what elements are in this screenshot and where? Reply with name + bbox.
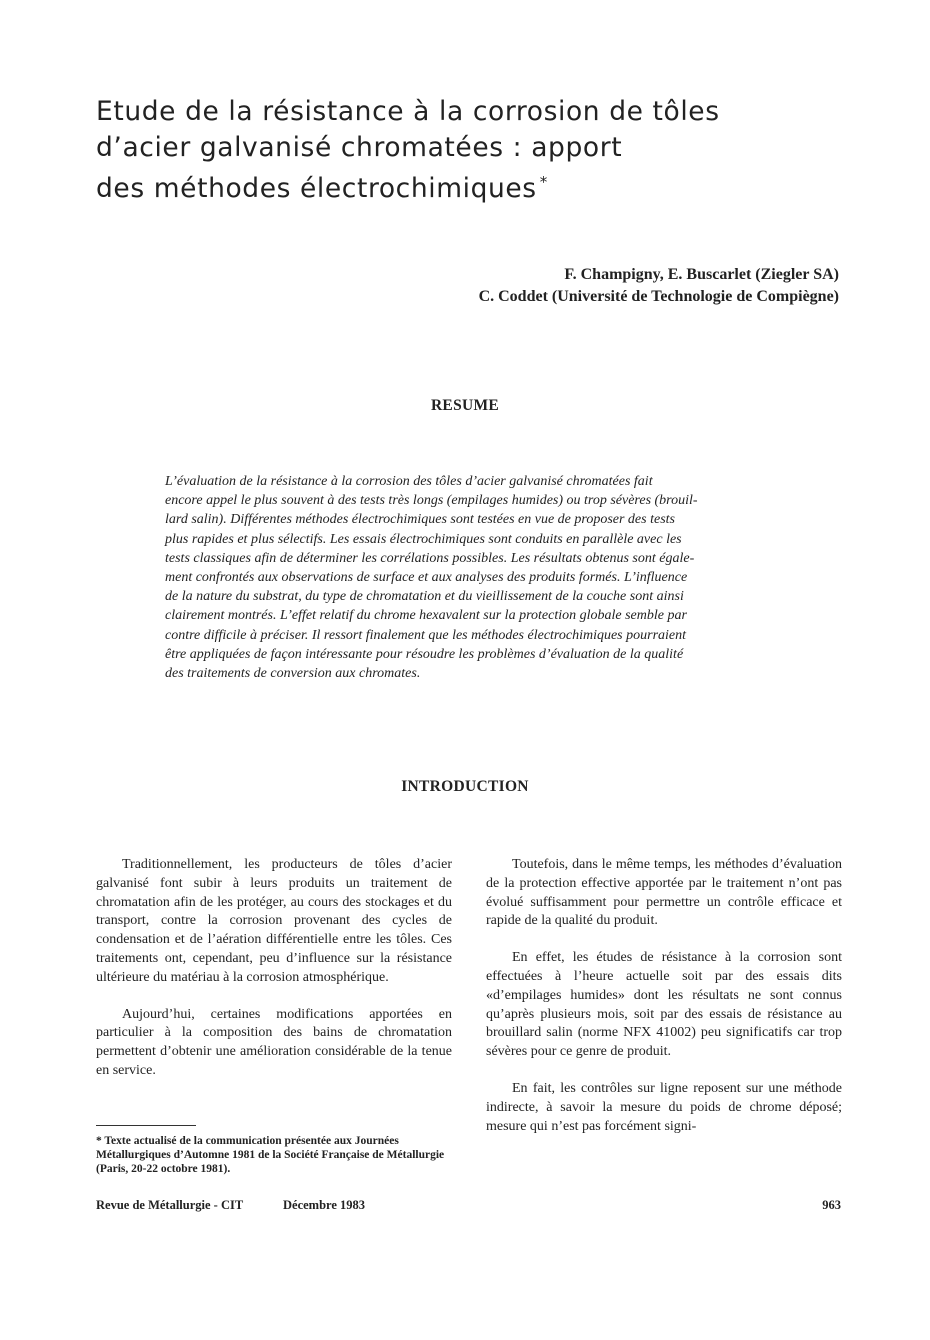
- footer-journal: Revue de Métallurgie - CIT: [96, 1198, 244, 1212]
- page-number: 963: [822, 1198, 841, 1212]
- abstract-line: des traitements de conversion aux chromates.: [165, 666, 421, 682]
- title-line-3-text: des méthodes électrochimiques: [96, 173, 537, 204]
- intro-paragraph: En effet, les études de résistance à la corrosion sont effectuées à l’heure actuelle soit par des essais dits «d’empilages humides» dont les résultats ne sont connus qu’après plusieurs mois, soit par des essais de résistance au brouillard salin (norme NFX 41002) peu significatifs car trop sévères pour ce genre de produit.: [486, 950, 842, 1060]
- authors-line-1: F. Champigny, E. Buscarlet (Ziegler SA): [564, 266, 839, 283]
- introduction-heading: INTRODUCTION: [401, 778, 529, 795]
- intro-paragraph: Traditionnellement, les producteurs de tôles d’acier galvanisé font subir à leurs produits un traitement de chromatation afin de les protéger, au cours des stockages et du transport, contre la corrosion provenant des cycles de condensation et de l’aération différentielle entre les tôles. Ces traitements ont, cependant, peu d’influence sur la résistance ultérieure du matériau à la corrosion atmosphérique.: [96, 857, 452, 985]
- footnote: * Texte actualisé de la communication présentée aux Journées Métallurgiques d’Automne 1981 de la Société Française de Métallurgie (Paris, 20-22 octobre 1981).: [96, 1135, 445, 1175]
- abstract-line: contre difficile à préciser. Il ressort finalement que les méthodes électrochimiques pourraient: [165, 627, 687, 643]
- abstract-line: encore appel le plus souvent à des tests très longs (empilages humides) ou trop sévères (brouil-: [165, 493, 698, 509]
- abstract-line: clairement montrés. L’effet relatif du chrome hexavalent sur la protection globale semble par: [165, 608, 687, 624]
- intro-paragraph: En fait, les contrôles sur ligne reposent sur une méthode indirecte, à savoir la mesure du poids de chrome déposé; mesure qui n’est pas forcément signi-: [486, 1080, 842, 1134]
- title-line-3: [96, 165, 856, 207]
- footnote-rule: [96, 1125, 196, 1126]
- abstract-line: L’évaluation de la résistance à la corrosion des tôles d’acier galvanisé chromatées fait: [165, 474, 653, 489]
- intro-right-column: [486, 856, 842, 1154]
- intro-left-column: [96, 856, 452, 1099]
- abstract-line: être appliquées de façon intéressante pour résoudre les problèmes d’évaluation de la qualité: [165, 646, 684, 662]
- resume-heading: RESUME: [430, 397, 500, 414]
- abstract-line: ment confrontés aux observations de surface et aux analyses des produits formés. L’influence: [165, 570, 688, 586]
- abstract-line: plus rapides et plus sélectifs. Les essais électrochimiques sont conduits en parallèle avec les: [165, 531, 682, 547]
- footer-date: Décembre 1983: [283, 1198, 366, 1212]
- resume-abstract: [165, 472, 780, 683]
- title-line-2: d’acier galvanisé chromatées : apport: [96, 131, 623, 163]
- authors-block: [479, 264, 839, 308]
- abstract-line: lard salin). Différentes méthodes électrochimiques sont testées en vue de proposer des tests: [165, 512, 675, 528]
- intro-paragraph: Toutefois, dans le même temps, les méthodes d’évaluation de la protection effective apportée par le traitement n’ont pas évolué suffisamment pour permettre un contrôle efficace et rapide de la qualité du produit.: [486, 857, 842, 929]
- intro-paragraph: Aujourd’hui, certaines modifications apportées en particulier à la composition des bains de chromatation permettent d’obtenir une amélioration considérable de la tenue en service.: [96, 1006, 452, 1078]
- abstract-line: tests classiques afin de déterminer les corrélations possibles. Les résultats obtenus sont égale-: [165, 550, 695, 566]
- title-footnote-mark: *: [539, 173, 548, 191]
- authors-line-2: C. Coddet (Université de Technologie de Compiègne): [478, 288, 839, 305]
- abstract-line: de la nature du substrat, du type de chromatation et du vieillissement de la couche sont ainsi: [165, 589, 684, 605]
- article-title: [96, 94, 856, 207]
- title-line-1: Etude de la résistance à la corrosion de tôles: [96, 96, 720, 127]
